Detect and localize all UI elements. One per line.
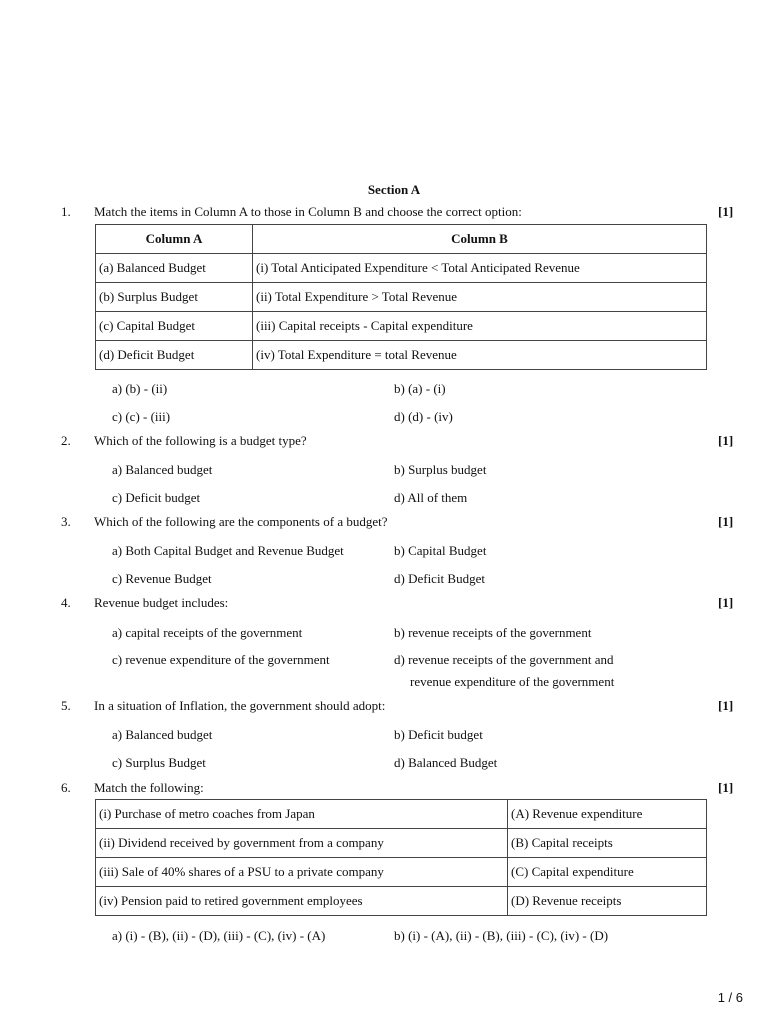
question-2-number: 2.	[61, 433, 71, 448]
page-indicator: 1 / 6	[717, 990, 743, 1005]
question-6-number: 6.	[61, 780, 71, 795]
question-3-marks: [1]	[718, 514, 734, 529]
table-row	[96, 829, 707, 858]
table-cell: (ii) Total Expenditure > Total Revenue	[253, 283, 707, 312]
question-1-option-c: c) (c) - (iii)	[112, 409, 171, 424]
question-1-marks: [1]	[718, 204, 734, 219]
question-6-option-b: b) (i) - (A), (ii) - (B), (iii) - (C), (iv) - (D)	[394, 928, 609, 943]
question-4-text: Revenue budget includes:	[94, 595, 229, 610]
question-4-option-b: b) revenue receipts of the government	[394, 625, 592, 640]
question-4-number: 4.	[61, 595, 71, 610]
table-cell: (i) Total Anticipated Expenditure < Total Anticipated Revenue	[253, 254, 707, 283]
question-3-text: Which of the following are the components of a budget?	[94, 514, 388, 529]
question-1-option-a: a) (b) - (ii)	[112, 381, 168, 396]
question-2-option-a: a) Balanced budget	[112, 462, 213, 477]
table-cell: (iv) Total Expenditure = total Revenue	[253, 341, 707, 370]
table-header-row	[96, 225, 707, 254]
table-row	[96, 312, 707, 341]
question-4-option-a: a) capital receipts of the government	[112, 625, 303, 640]
table-cell: (A) Revenue expenditure	[508, 800, 707, 829]
question-1-text: Match the items in Column A to those in Column B and choose the correct option:	[94, 204, 522, 219]
question-4-option-c: c) revenue expenditure of the government	[112, 652, 330, 667]
question-3-option-a: a) Both Capital Budget and Revenue Budget	[112, 543, 344, 558]
question-3-option-c: c) Revenue Budget	[112, 571, 212, 586]
table-cell: (iv) Pension paid to retired government employees	[96, 887, 508, 916]
question-5-option-d: d) Balanced Budget	[394, 755, 498, 770]
table-cell: (c) Capital Budget	[96, 312, 253, 341]
question-1-match-table	[95, 224, 707, 370]
question-2-option-c: c) Deficit budget	[112, 490, 201, 505]
question-6-text: Match the following:	[94, 780, 204, 795]
question-3-option-b: b) Capital Budget	[394, 543, 487, 558]
question-2-option-d: d) All of them	[394, 490, 468, 505]
column-b-header: Column B	[253, 225, 707, 254]
table-cell: (iii) Sale of 40% shares of a PSU to a private company	[96, 858, 508, 887]
question-3-number: 3.	[61, 514, 71, 529]
table-row	[96, 800, 707, 829]
table-row	[96, 254, 707, 283]
table-cell: (b) Surplus Budget	[96, 283, 253, 312]
question-4-option-d: d) revenue receipts of the government and	[394, 652, 614, 667]
table-cell: (d) Deficit Budget	[96, 341, 253, 370]
question-5-text: In a situation of Inflation, the government should adopt:	[94, 698, 386, 713]
table-cell: (B) Capital receipts	[508, 829, 707, 858]
question-5-option-a: a) Balanced budget	[112, 727, 213, 742]
question-5-option-c: c) Surplus Budget	[112, 755, 206, 770]
question-4-marks: [1]	[718, 595, 734, 610]
table-cell: (C) Capital expenditure	[508, 858, 707, 887]
table-cell: (ii) Dividend received by government from a company	[96, 829, 508, 858]
question-1-option-b: b) (a) - (i)	[394, 381, 446, 396]
table-row	[96, 858, 707, 887]
question-5-number: 5.	[61, 698, 71, 713]
question-2-marks: [1]	[718, 433, 734, 448]
table-cell: (a) Balanced Budget	[96, 254, 253, 283]
question-6-option-a: a) (i) - (B), (ii) - (D), (iii) - (C), (iv) - (A)	[112, 928, 326, 943]
table-cell: (D) Revenue receipts	[508, 887, 707, 916]
table-cell: (i) Purchase of metro coaches from Japan	[96, 800, 508, 829]
question-2-text: Which of the following is a budget type?	[94, 433, 307, 448]
question-3-option-d: d) Deficit Budget	[394, 571, 485, 586]
table-cell: (iii) Capital receipts - Capital expenditure	[253, 312, 707, 341]
table-row	[96, 887, 707, 916]
question-5-marks: [1]	[718, 698, 734, 713]
question-4-option-d-continued: revenue expenditure of the government	[410, 674, 615, 689]
question-5-option-b: b) Deficit budget	[394, 727, 483, 742]
question-1-option-d: d) (d) - (iv)	[394, 409, 453, 424]
question-6-marks: [1]	[718, 780, 734, 795]
question-2-option-b: b) Surplus budget	[394, 462, 487, 477]
column-a-header: Column A	[96, 225, 253, 254]
table-row	[96, 283, 707, 312]
table-row	[96, 341, 707, 370]
question-6-match-table	[95, 799, 707, 916]
question-1-number: 1.	[61, 204, 71, 219]
section-title: Section A	[367, 182, 421, 197]
